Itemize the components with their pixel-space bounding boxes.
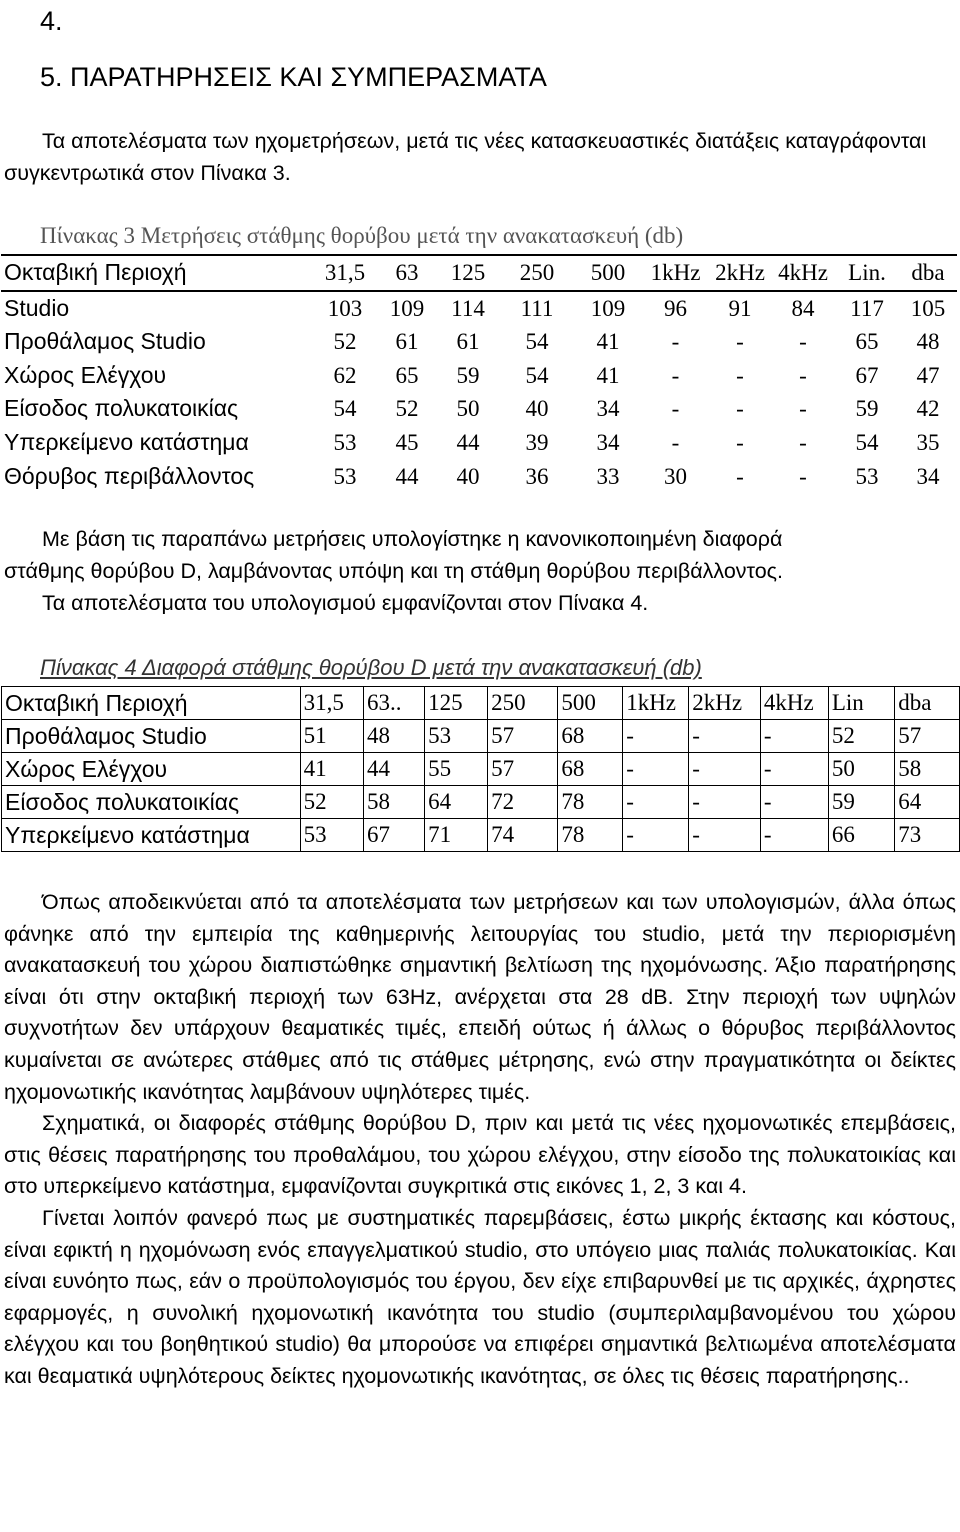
table4-row xyxy=(2,753,960,786)
table3-cell: 65 xyxy=(855,329,879,355)
table3-cell: 39 xyxy=(525,429,549,455)
table4-cell: - xyxy=(760,786,828,819)
table3-cell: - xyxy=(736,329,744,355)
table3-header-cell: 4kHz xyxy=(771,255,835,291)
table3-cell: 35 xyxy=(916,429,940,455)
table3-row-label: Χώρος Ελέγχου xyxy=(4,361,167,388)
table3-header-cell: 500 xyxy=(574,255,642,291)
table3-cell: 91 xyxy=(728,295,752,321)
table3-row xyxy=(1,325,957,359)
intro-text: Τα αποτελέσματα των ηχομετρήσεων, μετά τις νέες κατασκευαστικές διατάξεις καταγράφονται συγκεντρωτικά στον Πίνακα 3. xyxy=(4,129,927,185)
table4-cell: 57 xyxy=(488,753,558,786)
table4-cell: - xyxy=(623,819,689,852)
table4-cell: - xyxy=(760,819,828,852)
middle-text-line3: Τα αποτελέσματα του υπολογισμού εμφανίζονται στον Πίνακα 4. xyxy=(42,591,649,615)
table4-cell: - xyxy=(623,753,689,786)
table4-cell: 52 xyxy=(828,720,894,753)
table3-cell: - xyxy=(799,329,807,355)
table4-header-cell: 63.. xyxy=(364,687,425,720)
table3-cell: 41 xyxy=(596,362,620,388)
table3-cell: 61 xyxy=(395,329,419,355)
table3-cell: 34 xyxy=(596,396,620,422)
table4-row-label: Είσοδος πολυκατοικίας xyxy=(2,786,301,819)
table4-cell: 72 xyxy=(488,786,558,819)
table4-header-cell: dba xyxy=(895,687,960,720)
table3-cell: 54 xyxy=(333,396,357,422)
table3-row xyxy=(1,426,957,460)
table3-header-cell: 2kHz xyxy=(709,255,771,291)
table3-header-cell: 1kHz xyxy=(642,255,709,291)
table3-cell: 54 xyxy=(855,429,879,455)
table3-header-cell: dba xyxy=(899,255,957,291)
table3-cell: 33 xyxy=(596,463,620,489)
table3-cell: 84 xyxy=(791,295,815,321)
table4-cell: - xyxy=(689,819,761,852)
table3-row xyxy=(1,392,957,426)
table4-cell: - xyxy=(760,753,828,786)
middle-text-line2: στάθμης θορύβου D, λαμβάνοντας υπόψη και τη στάθμη θορύβου περιβάλλοντος. xyxy=(4,559,784,583)
table3-cell: - xyxy=(799,362,807,388)
table4-row xyxy=(2,819,960,852)
table4-cell: 64 xyxy=(425,786,488,819)
table4-cell: - xyxy=(689,786,761,819)
table3-cell: 42 xyxy=(916,396,940,422)
middle-text-line1: Με βάση τις παραπάνω μετρήσεις υπολογίστηκε η κανονικοποιημένη διαφορά xyxy=(42,527,783,551)
conclusion-paragraph-1: Όπως αποδεικνύεται από τα αποτελέσματα των μετρήσεων και των υπολογισμών, άλλα όπως φάνηκε από την εμπειρία της καθημερινής λειτουργίας του studio, μετά την περιορισμένη ανακατασκευή του χώρου διαπιστώθηκε σημαντική βελτίωση της ηχομόνωσης. Άξιο παρατήρησης είναι ότι στην οκταβική περιοχή των 63Hz, ανέρχεται στα 28 dB. Στην περιοχή των υψηλών συχνοτήτων δεν υπάρχουν θεαματικές τιμές, επειδή ούτως ή άλλως ο θόρυβος περιβάλλοντος κυμαίνεται σε ανώτερες στάθμες από τις στάθμες μέτρησης, ενώ στην πραγματικότητα οι δείκτες ηχομονωτικής ικανότητας λαμβάνουν υψηλότερες τιμές. xyxy=(4,890,956,1104)
table3-cell: 103 xyxy=(327,295,363,321)
table3-cell: - xyxy=(736,429,744,455)
table3-cell: 62 xyxy=(333,362,357,388)
table4-cell: 41 xyxy=(300,753,363,786)
table3-row xyxy=(1,291,957,326)
table4-cell: 71 xyxy=(425,819,488,852)
table4-cell: 58 xyxy=(895,753,960,786)
table4-row-label: Υπερκείμενο κατάστημα xyxy=(2,819,301,852)
table4-cell: 68 xyxy=(558,720,623,753)
table3-cell: 109 xyxy=(389,295,425,321)
table3-cell: - xyxy=(671,329,680,355)
table3-row-label: Είσοδος πολυκατοικίας xyxy=(4,395,239,422)
table3-cell: 34 xyxy=(916,463,940,489)
table4-row xyxy=(2,720,960,753)
table4-cell: 59 xyxy=(828,786,894,819)
table4-cell: 78 xyxy=(558,786,623,819)
table3-cell: 59 xyxy=(456,362,480,388)
table4-header-cell: 1kHz xyxy=(623,687,689,720)
table3-cell: 114 xyxy=(451,295,485,321)
table3-cell: 53 xyxy=(333,429,357,455)
table3-cell: 96 xyxy=(664,295,687,321)
table4-caption-text: Πίνακας 4 Διαφορά στάθμης θορύβου D μετά την ανακατασκευή (db) xyxy=(40,655,702,680)
table4-caption xyxy=(40,655,702,681)
table3 xyxy=(1,254,957,493)
table3-row-label: Προθάλαμος Studio xyxy=(4,328,206,355)
intro-paragraph xyxy=(4,125,956,189)
table3-cell: 65 xyxy=(395,362,419,388)
table3-cell: 117 xyxy=(850,295,884,321)
table3-cell: 67 xyxy=(855,362,879,388)
table3-header-cell: Lin. xyxy=(835,255,899,291)
section-number: 4. xyxy=(40,6,63,36)
table4-cell: 78 xyxy=(558,819,623,852)
table3-cell: - xyxy=(671,429,680,455)
conclusion-paragraph-3: Γίνεται λοιπόν φανερό πως με συστηματικές παρεμβάσεις, έστω μικρής έκτασης και κόστους, είναι εφικτή η ηχομόνωση ενός επαγγελματικού studio, στο υπόγειο μιας παλιάς πολυκατοικίας. Και είναι ευνόητο πως, εάν ο προϋπολογισμός του έργου, δεν είχε επιβαρυνθεί με τις αρχικές, άχρηστες εφαρμογές, η συνολική ηχομονωτική ικανότητα του studio (συμπεριλαμβανομένου του χώρου ελέγχου και του βοηθητικού studio) θα μπορούσε να επιφέρει σημαντικά βελτιωμένα αποτελέσματα και θεαματικά υψηλότερους δείκτες ηχομονωτικής ικανότητας, σε όλες τις θέσεις παρατήρησης.. xyxy=(4,1205,956,1388)
table3-caption: Πίνακας 3 Μετρήσεις στάθμης θορύβου μετά την ανακατασκευή (db) xyxy=(40,223,684,248)
table3-cell: 45 xyxy=(395,429,419,455)
table4-cell: 55 xyxy=(425,753,488,786)
table4-row xyxy=(2,786,960,819)
table3-row-label: Υπερκείμενο κατάστημα xyxy=(4,428,249,455)
table3-cell: 36 xyxy=(525,463,549,489)
table3-cell: 48 xyxy=(916,329,940,355)
table4-cell: 53 xyxy=(425,720,488,753)
table3-cell: - xyxy=(736,362,744,388)
table3-cell: - xyxy=(799,429,807,455)
table3-cell: 61 xyxy=(456,329,480,355)
table4 xyxy=(1,686,960,852)
table4-header-cell: 250 xyxy=(488,687,558,720)
table4-cell: 66 xyxy=(828,819,894,852)
table4-cell: 67 xyxy=(364,819,425,852)
table4-cell: - xyxy=(760,720,828,753)
table4-cell: 52 xyxy=(300,786,363,819)
table4-header-cell: 2kHz xyxy=(689,687,761,720)
table4-cell: 57 xyxy=(895,720,960,753)
table4-cell: - xyxy=(689,753,761,786)
table4-cell: 51 xyxy=(300,720,363,753)
table3-cell: 53 xyxy=(333,463,357,489)
table3-row xyxy=(1,359,957,393)
table3-cell: 44 xyxy=(456,429,480,455)
table4-cell: - xyxy=(623,786,689,819)
table4-header-cell: 125 xyxy=(425,687,488,720)
table3-cell: - xyxy=(799,396,807,422)
table3-cell: 40 xyxy=(525,396,549,422)
table3-cell: 41 xyxy=(596,329,620,355)
conclusion xyxy=(4,887,956,1393)
table4-header-cell: 500 xyxy=(558,687,623,720)
table4-header-cell: 31,5 xyxy=(300,687,363,720)
table4-header-cell: 4kHz xyxy=(760,687,828,720)
table3-row-label: Θόρυβος περιβάλλοντος xyxy=(4,462,255,489)
table4-cell: 48 xyxy=(364,720,425,753)
table4-cell: 73 xyxy=(895,819,960,852)
table3-cell: 40 xyxy=(456,463,480,489)
table4-cell: 58 xyxy=(364,786,425,819)
table3-header-cell: 125 xyxy=(436,255,500,291)
table4-row-label: Χώρος Ελέγχου xyxy=(2,753,301,786)
table3-cell: 34 xyxy=(596,429,620,455)
table4-cell: 50 xyxy=(828,753,894,786)
table3-cell: - xyxy=(736,463,744,489)
table3-cell: 53 xyxy=(855,463,879,489)
table3-cell: - xyxy=(736,396,744,422)
table3-cell: 54 xyxy=(525,329,549,355)
table3-cell: 47 xyxy=(916,362,940,388)
table4-cell: 74 xyxy=(488,819,558,852)
table3-header-row xyxy=(1,255,957,291)
table4-cell: - xyxy=(623,720,689,753)
table3-cell: 30 xyxy=(664,463,687,489)
table4-header-row xyxy=(2,687,960,720)
table3-row-label: Studio xyxy=(4,294,70,321)
table4-row-label: Προθάλαμος Studio xyxy=(2,720,301,753)
conclusion-paragraph-2: Σχηματικά, οι διαφορές στάθμης θορύβου D, πριν και μετά τις νέες ηχομονωτικές επεμβάσεις, στις θέσεις παρατήρησης του προθαλάμου, του χώρου ελέγχου, στην είσοδο της πολυκατοικίας και στο υπερκείμενο κατάστημα, εμφανίζονται συγκριτικά στις εικόνες 1, 2, 3 και 4. xyxy=(4,1111,956,1199)
table3-cell: 105 xyxy=(910,295,946,321)
table3-cell: 59 xyxy=(855,396,879,422)
table4-cell: 68 xyxy=(558,753,623,786)
table4-header-cell: Οκταβική Περιοχή xyxy=(2,687,301,720)
table4-cell: 44 xyxy=(364,753,425,786)
middle-paragraph xyxy=(4,523,956,619)
table3-cell: 44 xyxy=(395,463,419,489)
table3-cell: 111 xyxy=(520,295,554,321)
table4-header-cell: Lin xyxy=(828,687,894,720)
table3-header-cell: 250 xyxy=(500,255,574,291)
table3-cell: 109 xyxy=(590,295,626,321)
table3-cell: - xyxy=(799,463,807,489)
table3-cell: - xyxy=(671,362,680,388)
table4-cell: 53 xyxy=(300,819,363,852)
table3-header-cell: 63 xyxy=(378,255,436,291)
table3-cell: - xyxy=(671,396,680,422)
section-heading: 5. ΠΑΡΑΤΗΡΗΣΕΙΣ ΚΑΙ ΣΥΜΠΕΡΑΣΜΑΤΑ xyxy=(40,62,547,92)
table3-cell: 50 xyxy=(456,396,480,422)
table3-row xyxy=(1,460,957,494)
table4-cell: 64 xyxy=(895,786,960,819)
table3-cell: 54 xyxy=(525,362,549,388)
table3-header-cell: 31,5 xyxy=(312,255,378,291)
table3-cell: 52 xyxy=(333,329,357,355)
table4-cell: - xyxy=(689,720,761,753)
table3-cell: 52 xyxy=(395,396,419,422)
table4-cell: 57 xyxy=(488,720,558,753)
table3-header-cell: Οκταβική Περιοχή xyxy=(1,255,312,291)
